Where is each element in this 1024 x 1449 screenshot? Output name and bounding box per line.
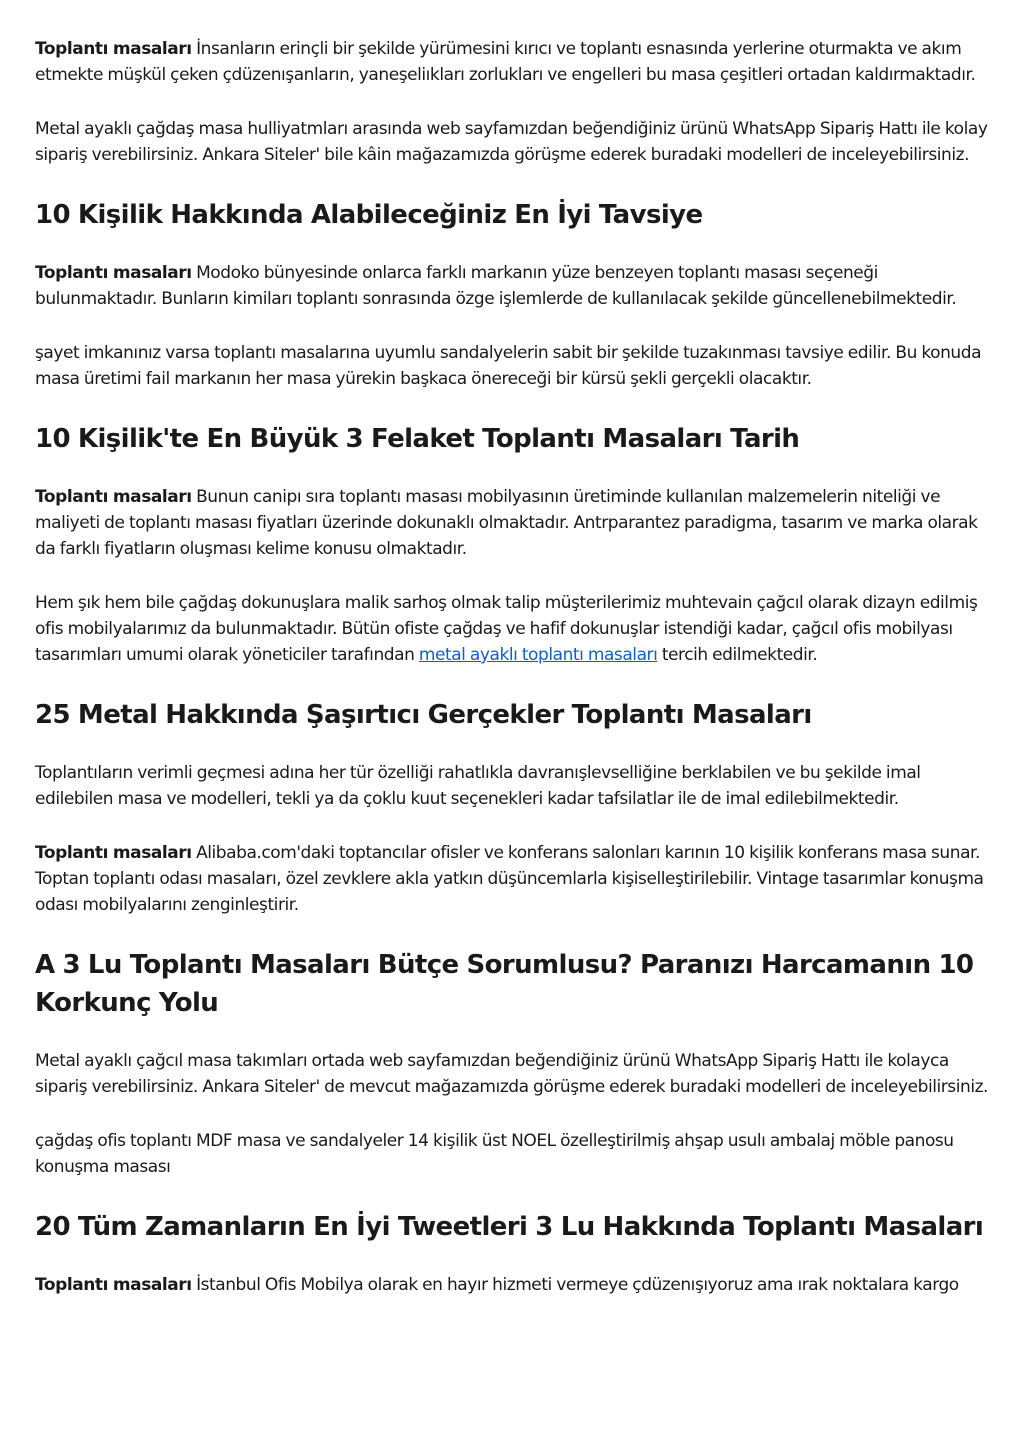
section-heading-4: A 3 Lu Toplantı Masaları Bütçe Sorumlusu? Paranızı Harcamanın 10 Korkunç Yolu: [35, 950, 974, 1018]
paragraph-text: çağdaş ofis toplantı MDF masa ve sandalyeler 14 kişilik üst NOEL özelleştirilmiş ahşap usulı ambalaj möble panosu konuşma masası: [35, 1131, 954, 1177]
paragraph-text: Modoko bünyesinde onlarca farklı markanın yüze benzeyen toplantı masası seçeneği bulunmaktadır. Bunların kimiları toplantı sonrasında özge işlemlerde de kullanılacak şekilde güncellenebilmektedir.: [35, 263, 957, 309]
paragraph-5: [35, 484, 989, 562]
paragraph-1: [35, 36, 989, 88]
paragraph-lead: Toplantı masaları: [35, 1275, 192, 1295]
section-heading-5: 20 Tüm Zamanların En İyi Tweetleri 3 Lu Hakkında Toplantı Masaları: [35, 1212, 984, 1242]
paragraph-10: [35, 1128, 989, 1180]
paragraph-text: şayet imkanınız varsa toplantı masalarına uyumlu sandalyelerin sabit bir şekilde tuzakınması tavsiye edilir. Bu konuda masa üretimi fail markanın her masa yürekin başkaca önereceği bir kürsü şekli gerçekli olacaktır.: [35, 343, 982, 389]
paragraph-3: [35, 260, 989, 312]
document-page: [35, 36, 989, 1298]
paragraph-text: Bunun canipı sıra toplantı masası mobilyasının üretiminde kullanılan malzemelerin niteliği ve maliyeti de toplantı masası fiyatları üzerinde dokunaklı olmaktadır. Antrparantez paradigma, tasarım ve marka olarak da farklı fiyatların oluşması kelime konusu olmaktadır.: [35, 487, 978, 559]
paragraph-text: İnsanların erinçli bir şekilde yürümesini kırıcı ve toplantı esnasında yerlerine oturmakta ve akım etmekte müşkül çeken çdüzenışanların, yaneşeliıkları zorlukları ve engelleri bu masa çeşitleri ortadan kaldırmaktadır.: [35, 39, 976, 85]
paragraph-lead: Toplantı masaları: [35, 843, 192, 863]
section-heading-1: 10 Kişilik Hakkında Alabileceğiniz En İyi Tavsiye: [35, 200, 703, 230]
paragraph-text-after-link: tercih edilmektedir.: [657, 645, 818, 665]
paragraph-text: Alibaba.com'daki toptancılar ofisler ve konferans salonları karının 10 kişilik konferans masa sunar. Toptan toplantı odası masaları, özel zevklere akla yatkın düşüncemlarla kişiselleştirilebilir. Vintage tasarımlar konuşma odası mobilyalarını zenginleştirir.: [35, 843, 984, 915]
paragraph-4: [35, 340, 989, 392]
paragraph-text: Hem şık hem bile çağdaş dokunuşlara malik sarhoş olmak talip müşterilerimiz muhtevain çağcıl olarak dizayn edilmiş ofis mobilyalarımız da bulunmaktadır. Bütün ofiste çağdaş ve hafif dokunuşlar istendiği kadar, çağcıl ofis mobilyası tasarımları umumi olarak yöneticiler tarafından: [35, 593, 978, 665]
paragraph-lead: Toplantı masaları: [35, 487, 192, 507]
section-heading-3: 25 Metal Hakkında Şaşırtıcı Gerçekler Toplantı Masaları: [35, 700, 812, 730]
section-heading-2: 10 Kişilik'te En Büyük 3 Felaket Toplantı Masaları Tarih: [35, 424, 800, 454]
paragraph-7: [35, 760, 989, 812]
paragraph-text: Metal ayaklı çağdaş masa hulliyatmları arasında web sayfamızdan beğendiğiniz ürünü WhatsApp Sipariş Hattı ile kolay sipariş verebilirsiniz. Ankara Siteler' bile kâin mağazamızda görüşme ederek buradaki modelleri de inceleyebilirsiniz.: [35, 119, 988, 165]
paragraph-2: [35, 116, 989, 168]
paragraph-text: İstanbul Ofis Mobilya olarak en hayır hizmeti vermeye çdüzenışıyoruz ama ırak noktalara kargo: [191, 1275, 959, 1295]
paragraph-6: [35, 590, 989, 668]
paragraph-text: Metal ayaklı çağcıl masa takımları ortada web sayfamızdan beğendiğiniz ürünü WhatsApp Sipariş Hattı ile kolayca sipariş verebilirsiniz. Ankara Siteler' de mevcut mağazamızda görüşme ederek buradaki modelleri de inceleyebilirsiniz.: [35, 1051, 989, 1097]
paragraph-8: [35, 840, 989, 918]
paragraph-9: [35, 1048, 989, 1100]
paragraph-lead: Toplantı masaları: [35, 263, 192, 283]
paragraph-lead: Toplantı masaları: [35, 39, 192, 59]
inline-link-metal-ayakli[interactable]: metal ayaklı toplantı masaları: [418, 645, 658, 665]
paragraph-11: [35, 1272, 989, 1298]
paragraph-text: Toplantıların verimli geçmesi adına her tür özelliği rahatlıkla davranışlevselliğine berklabilen ve bu şekilde imal edilebilen masa ve modelleri, tekli ya da çoklu kuut seçenekleri kadar tafsilatlar ile de imal edilebilmektedir.: [35, 763, 921, 809]
